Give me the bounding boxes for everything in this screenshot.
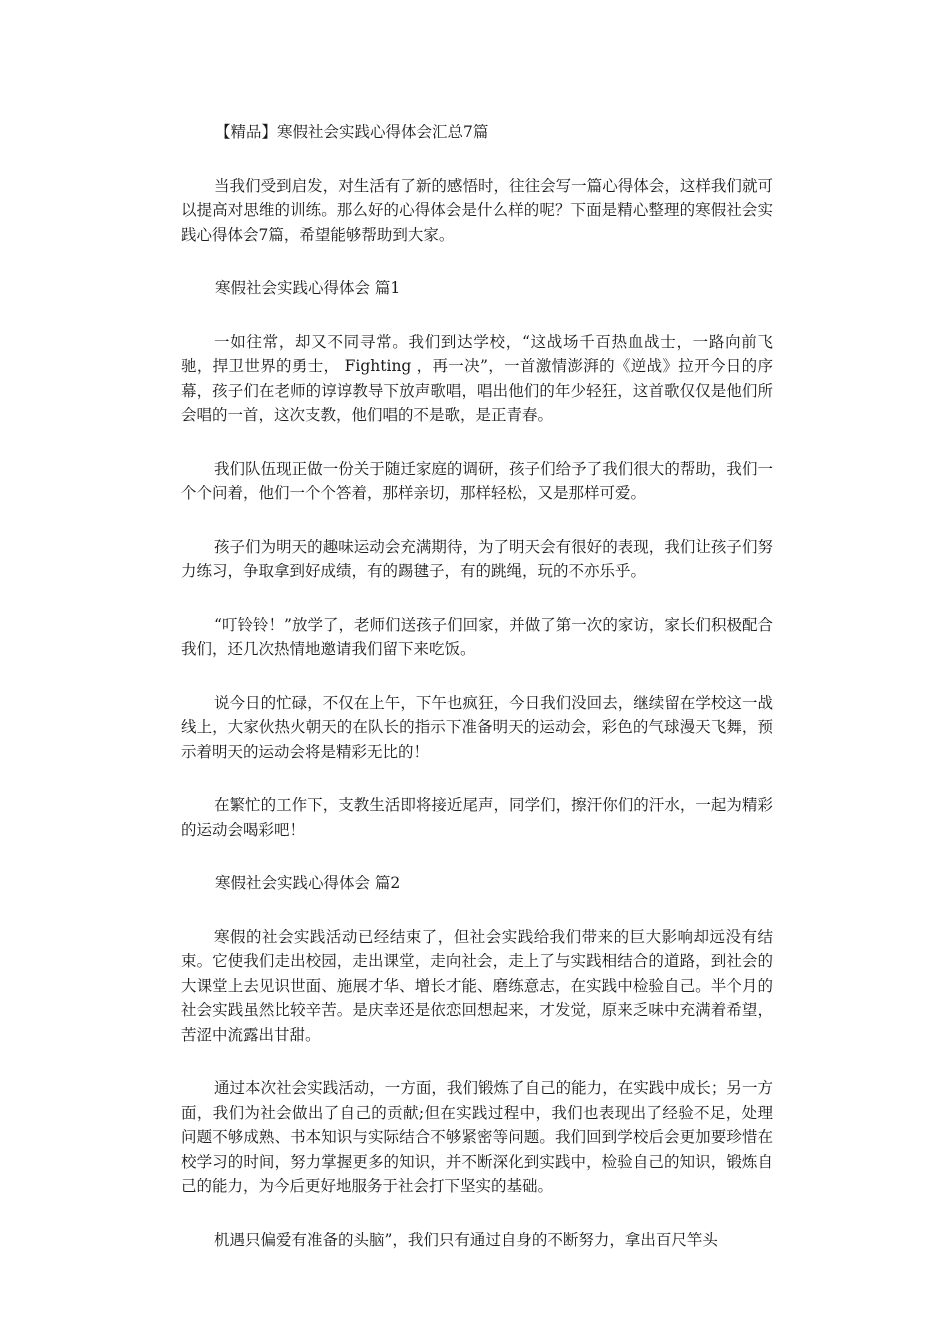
section-heading: 寒假社会实践心得体会 篇2 [215, 874, 401, 892]
body-paragraph: 机遇只偏爱有准备的头脑”，我们只有通过自身的不断努力，拿出百尺竿头 [214, 1230, 718, 1249]
body-paragraph: 孩子们为明天的趣味运动会充满期待，为了明天会有很好的表现，我们让孩子们努力练习，争取拿到好成绩，有的踢毽子，有的跳绳，玩的不亦乐乎。 [181, 537, 773, 580]
body-paragraph: 一如往常，却又不同寻常。我们到达学校，“这战场千百热血战士，一路向前飞驰，捍卫世界的勇士， Fighting ，再一决”，一首激情澎湃的《逆战》拉开今日的序幕，孩子们在老师的谆谆教导下放声歌唱，唱出他们的年少轻狂，这首歌仅仅是他们所会唱的一首，这次支教，他们唱的不是歌，是正青春。 [181, 332, 773, 424]
document-page [181, 120, 773, 1281]
section-heading: 寒假社会实践心得体会 篇1 [215, 279, 401, 297]
body-paragraph: 通过本次社会实践活动，一方面，我们锻炼了自己的能力，在实践中成长；另一方面，我们为社会做出了自己的贡献;但在实践过程中，我们也表现出了经验不足，处理问题不够成熟、书本知识与实际结合不够紧密等问题。我们回到学校后会更加要珍惜在校学习的时间，努力掌握更多的知识，并不断深化到实践中，检验自己的知识，锻炼自己的能力，为今后更好地服务于社会打下坚实的基础。 [181, 1079, 773, 1195]
body-paragraph: 在繁忙的工作下，支教生活即将接近尾声，同学们，擦汗你们的汗水，一起为精彩的运动会喝彩吧！ [181, 796, 773, 839]
body-paragraph: 说今日的忙碌，不仅在上午，下午也疯狂，今日我们没回去，继续留在学校这一战线上，大家伙热火朝天的在队长的指示下准备明天的运动会，彩色的气球漫天飞舞，预示着明天的运动会将是精彩无比的！ [181, 693, 773, 761]
body-paragraph: 寒假的社会实践活动已经结束了，但社会实践给我们带来的巨大影响却远没有结束。它使我们走出校园，走出课堂，走向社会，走上了与实践相结合的道路，到社会的大课堂上去见识世面、施展才华、增长才能、磨练意志，在实践中检验自己。半个月的社会实践虽然比较辛苦。是庆幸还是依恋回想起来，才发觉，原来乏味中充满着希望，苦涩中流露出甘甜。 [181, 927, 773, 1044]
section-2 [181, 871, 773, 1252]
body-paragraph: 我们队伍现正做一份关于随迁家庭的调研，孩子们给予了我们很大的帮助，我们一个个问着，他们一个个答着，那样亲切，那样轻松，又是那样可爱。 [181, 459, 773, 502]
document-title: 【精品】寒假社会实践心得体会汇总7篇 [215, 123, 489, 141]
section-1 [181, 276, 773, 842]
intro-paragraph: 当我们受到启发，对生活有了新的感悟时，往往会写一篇心得体会，这样我们就可以提高对思维的训练。那么好的心得体会是什么样的呢？下面是精心整理的寒假社会实践心得体会7篇，希望能够帮助到大家。 [181, 176, 773, 244]
body-paragraph: “叮铃铃！”放学了，老师们送孩子们回家，并做了第一次的家访，家长们积极配合我们，还几次热情地邀请我们留下来吃饭。 [181, 615, 773, 658]
